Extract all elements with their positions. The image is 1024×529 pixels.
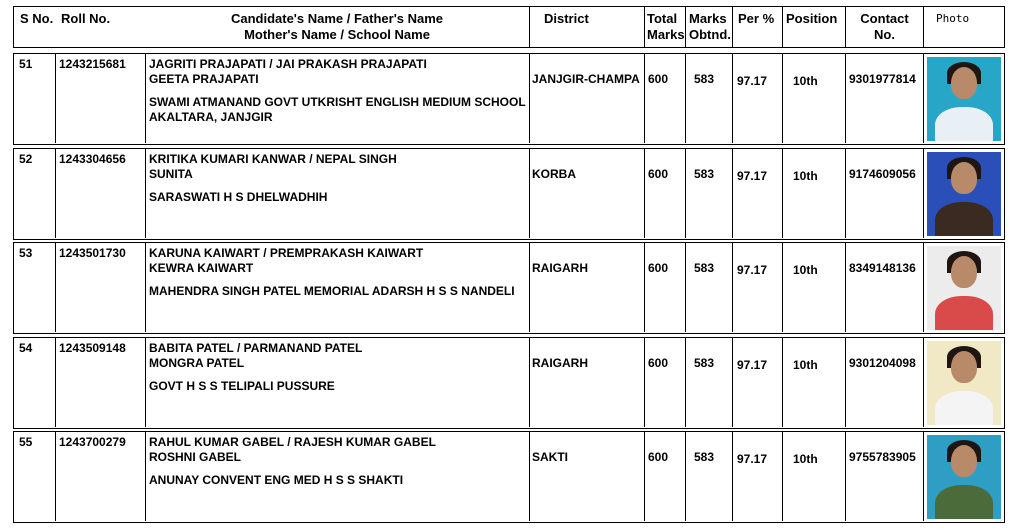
mother-name: KEWRA KAIWART — [149, 261, 254, 275]
photo-cell — [923, 338, 1004, 427]
roll-number: 1243501730 — [55, 243, 145, 332]
position: 10th — [782, 243, 845, 332]
school-name: SARASWATI H S DHELWADHIH — [149, 189, 328, 204]
candidate-details — [145, 54, 529, 143]
photo-body — [935, 485, 993, 519]
photo-face — [951, 67, 977, 99]
position: 10th — [782, 149, 845, 238]
photo-cell — [923, 149, 1004, 238]
candidate-details — [145, 243, 529, 332]
header-name-line2: Mother's Name / School Name — [244, 27, 430, 42]
total-marks: 600 — [644, 149, 685, 238]
percentage: 97.17 — [732, 243, 782, 332]
table-header — [13, 6, 1005, 48]
percentage: 97.17 — [732, 432, 782, 521]
photo-cell — [923, 54, 1004, 143]
candidate-details — [145, 338, 529, 427]
header-name — [145, 7, 529, 47]
candidate-photo — [927, 435, 1001, 519]
marks-obtained: 583 — [685, 243, 732, 332]
header-district: District — [529, 7, 644, 47]
percentage: 97.17 — [732, 54, 782, 143]
header-total-line2: Marks — [647, 27, 685, 42]
photo-face — [951, 256, 977, 288]
mother-name: GEETA PRAJAPATI — [149, 72, 259, 86]
candidate-father-name: KARUNA KAIWART / PREMPRAKASH KAIWART — [149, 246, 424, 260]
serial-number: 55 — [19, 435, 33, 449]
table-row — [13, 242, 1005, 334]
header-marks — [685, 7, 732, 47]
serial-number: 54 — [19, 340, 33, 355]
candidate-details — [145, 432, 529, 521]
school-name: GOVT H S S TELIPALI PUSSURE — [149, 378, 335, 393]
total-marks: 600 — [644, 243, 685, 332]
photo-cell — [923, 243, 1004, 332]
serial-number: 52 — [19, 151, 33, 166]
total-marks: 600 — [644, 432, 685, 521]
photo-cell — [923, 432, 1004, 521]
district: RAIGARH — [529, 243, 644, 332]
school-name: ANUNAY CONVENT ENG MED H S S SHAKTI — [149, 473, 404, 487]
header-marks-line1: Marks — [689, 11, 727, 26]
contact-number: 9301204098 — [845, 338, 923, 427]
marks-obtained: 583 — [685, 432, 732, 521]
photo-body — [935, 202, 993, 236]
candidate-father-name: RAHUL KUMAR GABEL / RAJESH KUMAR GABEL — [149, 435, 436, 449]
table-row — [13, 148, 1005, 240]
header-contact-line2: No. — [874, 27, 895, 42]
header-total-line1: Total — [647, 11, 678, 26]
header-marks-line2: Obtnd. — [689, 27, 731, 42]
mother-name: SUNITA — [149, 166, 193, 181]
contact-number: 9174609056 — [845, 149, 923, 238]
candidate-photo — [927, 246, 1001, 330]
photo-body — [935, 391, 993, 425]
header-per: Per % — [732, 7, 782, 47]
district: RAIGARH — [529, 338, 644, 427]
header-contact-line1: Contact — [860, 11, 909, 26]
percentage: 97.17 — [732, 338, 782, 427]
header-contact — [845, 7, 923, 47]
header-name-line1: Candidate's Name / Father's Name — [230, 11, 444, 26]
mother-name: ROSHNI GABEL — [149, 450, 242, 464]
marks-obtained: 583 — [685, 149, 732, 238]
candidate-photo — [927, 341, 1001, 425]
contact-number: 8349148136 — [845, 243, 923, 332]
header-sno: S No. — [20, 11, 54, 26]
roll-number: 1243215681 — [55, 54, 145, 143]
position: 10th — [782, 432, 845, 521]
total-marks: 600 — [644, 54, 685, 143]
header-total — [644, 7, 685, 47]
position: 10th — [782, 338, 845, 427]
serial-number: 53 — [19, 246, 33, 260]
candidate-details — [145, 149, 529, 238]
marks-obtained: 583 — [685, 338, 732, 427]
roll-number: 1243509148 — [55, 338, 145, 427]
roll-number: 1243700279 — [55, 432, 145, 521]
contact-number: 9755783905 — [845, 432, 923, 521]
table-row — [13, 337, 1005, 429]
photo-body — [935, 107, 993, 141]
percentage: 97.17 — [732, 149, 782, 238]
school-name: SWAMI ATMANAND GOVT UTKRISHT ENGLISH MEDIUM SCHOOL AKALTARA, JANJGIR — [149, 95, 526, 124]
candidate-father-name: KRITIKA KUMARI KANWAR / NEPAL SINGH — [149, 151, 397, 166]
photo-body — [935, 296, 993, 330]
marks-obtained: 583 — [685, 54, 732, 143]
photo-face — [951, 351, 977, 383]
district: SAKTI — [529, 432, 644, 521]
header-roll: Roll No. — [61, 11, 111, 26]
header-position: Position — [782, 7, 845, 47]
position: 10th — [782, 54, 845, 143]
candidate-father-name: JAGRITI PRAJAPATI / JAI PRAKASH PRAJAPATI — [149, 57, 427, 71]
total-marks: 600 — [644, 338, 685, 427]
contact-number: 9301977814 — [845, 54, 923, 143]
school-name: MAHENDRA SINGH PATEL MEMORIAL ADARSH H S S NANDELI — [149, 284, 515, 298]
roll-number: 1243304656 — [55, 149, 145, 238]
candidate-photo — [927, 152, 1001, 236]
candidate-father-name: BABITA PATEL / PARMANAND PATEL — [149, 340, 363, 355]
serial-number: 51 — [19, 57, 33, 71]
photo-face — [951, 445, 977, 477]
table-row — [13, 431, 1005, 523]
header-photo: Photo — [923, 7, 1004, 47]
photo-face — [951, 162, 977, 194]
district: JANJGIR-CHAMPA — [529, 54, 644, 143]
candidate-photo — [927, 57, 1001, 141]
district: KORBA — [529, 149, 644, 238]
table-row — [13, 53, 1005, 145]
mother-name: MONGRA PATEL — [149, 355, 245, 370]
